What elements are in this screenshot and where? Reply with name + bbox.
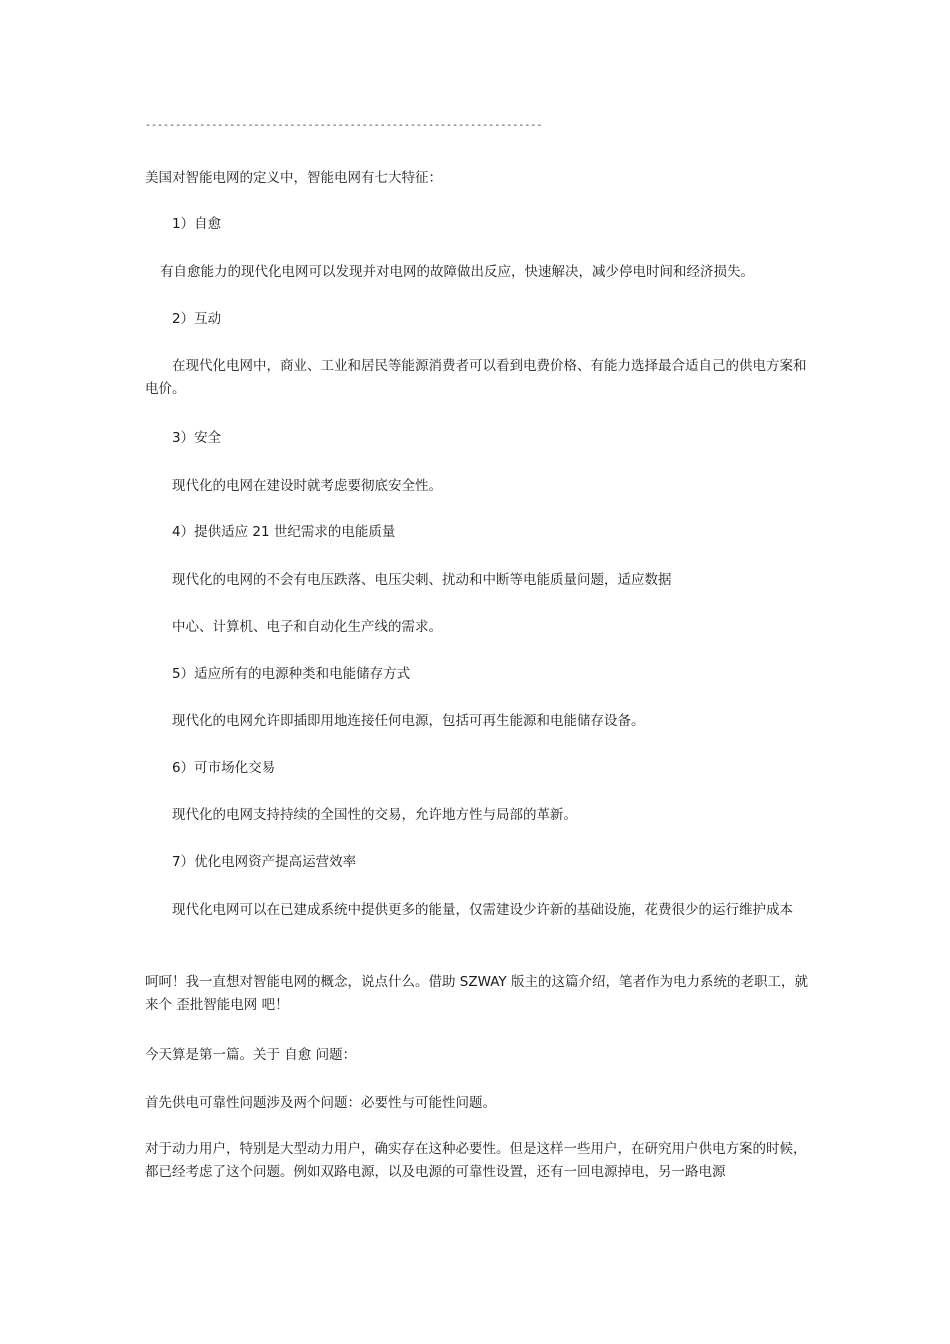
feature-6-heading: 6）可市场化交易	[172, 760, 276, 776]
feature-5-desc: 现代化的电网允许即插即用地连接任何电源，包括可再生能源和电能储存设备。	[172, 713, 645, 729]
comment-paragraph-3: 首先供电可靠性问题涉及两个问题：必要性与可能性问题。	[145, 1095, 496, 1111]
feature-3-desc: 现代化的电网在建设时就考虑要彻底安全性。	[172, 478, 442, 494]
comment-paragraph-2: 今天算是第一篇。关于 自愈 问题：	[145, 1047, 357, 1063]
feature-2-desc: 在现代化电网中，商业、工业和居民等能源消费者可以看到电费价格、有能力选择最合适自己的供电方案和电价。	[145, 358, 807, 397]
feature-7-desc: 现代化电网可以在已建成系统中提供更多的能量，仅需建设少许新的基础设施，花费很少的运行维护成本	[172, 902, 793, 918]
feature-7-heading: 7）优化电网资产提高运营效率	[172, 854, 357, 870]
separator-line: ------------------------------------------------------------------	[145, 120, 543, 131]
feature-1-desc: 有自愈能力的现代化电网可以发现并对电网的故障做出反应，快速解决，减少停电时间和经济损失。	[160, 264, 754, 280]
feature-2-heading: 2）互动	[172, 311, 222, 327]
feature-4-desc: 现代化的电网的不会有电压跌落、电压尖刺、扰动和中断等电能质量问题，适应数据	[172, 572, 672, 588]
comment-paragraph-1: 呵呵！我一直想对智能电网的概念，说点什么。借助 SZWAY 版主的这篇介绍，笔者作为电力系统的老职工，就来个 歪批智能电网 吧！	[145, 974, 808, 1013]
feature-5-heading: 5）适应所有的电源种类和电能储存方式	[172, 666, 411, 682]
feature-4-heading: 4）提供适应 21 世纪需求的电能质量	[172, 524, 396, 540]
intro-text: 美国对智能电网的定义中，智能电网有七大特征：	[145, 170, 442, 186]
comment-paragraph-4: 对于动力用户，特别是大型动力用户，确实存在这种必要性。但是这样一些用户，在研究用户供电方案的时候，都已经考虑了这个问题。例如双路电源，以及电源的可靠性设置，还有一回电源掉电，另一路电源	[145, 1141, 807, 1180]
feature-4-desc-continued: 中心、计算机、电子和自动化生产线的需求。	[172, 619, 442, 635]
feature-3-heading: 3）安全	[172, 430, 222, 446]
feature-6-desc: 现代化的电网支持持续的全国性的交易，允许地方性与局部的革新。	[172, 807, 577, 823]
feature-1-heading: 1）自愈	[172, 216, 222, 232]
